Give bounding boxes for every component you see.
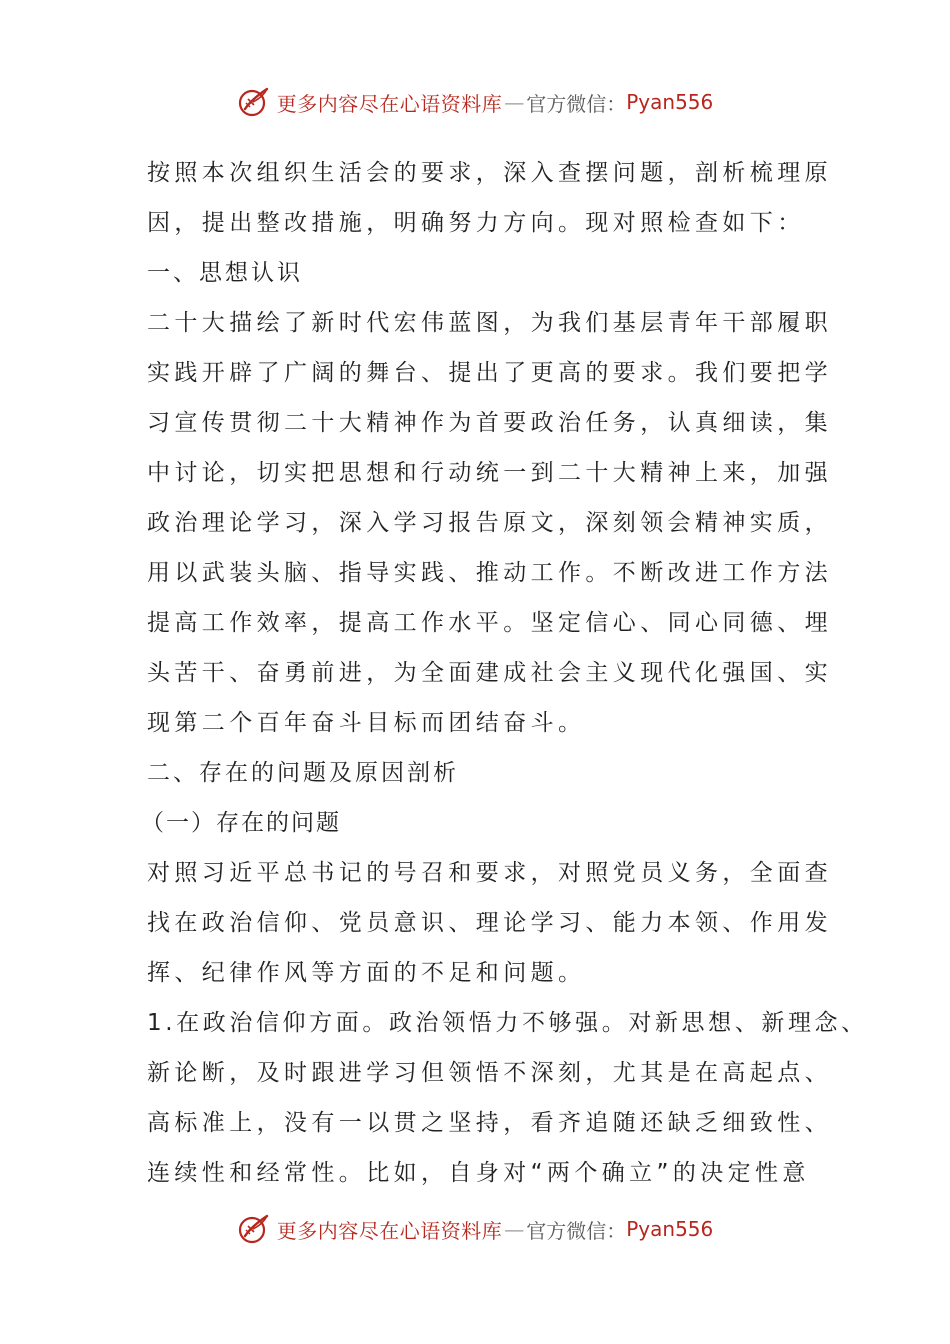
section-heading: 一、思想认识 bbox=[147, 260, 303, 286]
body-line: 头苦干、奋勇前进，为全面建成社会主义现代化强国、实 bbox=[147, 660, 832, 686]
body-line: 高标准上，没有一以贯之坚持，看齐追随还缺乏细致性、 bbox=[147, 1110, 832, 1136]
document-body bbox=[141, 148, 868, 1198]
quill-seal-icon bbox=[237, 85, 271, 119]
body-line: 新论断，及时跟进学习但领悟不深刻，尤其是在高起点、 bbox=[147, 1060, 832, 1086]
body-line: 用以武装头脑、指导实践、推动工作。不断改进工作方法 bbox=[147, 560, 832, 586]
body-line: 实践开辟了广阔的舞台、提出了更高的要求。我们要把学 bbox=[147, 360, 832, 386]
banner-official-label: 官方微信： bbox=[526, 1218, 627, 1243]
body-line: 习宣传贯彻二十大精神作为首要政治任务，认真细读，集 bbox=[147, 410, 832, 436]
body-line: 现第二个百年奋斗目标而团结奋斗。 bbox=[147, 710, 586, 736]
banner-brand-text: 更多内容尽在心语资料库 bbox=[276, 1218, 503, 1243]
body-line: 因，提出整改措施，明确努力方向。现对照检查如下： bbox=[147, 210, 805, 236]
body-line: 二十大描绘了新时代宏伟蓝图，为我们基层青年干部履职 bbox=[147, 310, 832, 336]
body-line: 提高工作效率，提高工作水平。坚定信心、同心同德、埋 bbox=[147, 610, 832, 636]
body-line: 中讨论，切实把思想和行动统一到二十大精神上来，加强 bbox=[147, 460, 832, 486]
body-line: 1.在政治信仰方面。政治领悟力不够强。对新思想、新理念、 bbox=[147, 1010, 868, 1036]
footer-watermark-banner bbox=[0, 1209, 950, 1249]
body-line: 找在政治信仰、党员意识、理论学习、能力本领、作用发 bbox=[147, 910, 832, 936]
banner-official-label: 官方微信： bbox=[526, 91, 627, 116]
header-watermark-banner bbox=[0, 82, 950, 122]
body-line: 政治理论学习，深入学习报告原文，深刻领会精神实质， bbox=[147, 510, 832, 536]
banner-wechat-id: Pyan556 bbox=[626, 90, 714, 114]
body-line: 按照本次组织生活会的要求，深入查摆问题，剖析梳理原 bbox=[147, 160, 832, 186]
banner-brand-text: 更多内容尽在心语资料库 bbox=[276, 91, 503, 116]
body-line: 对照习近平总书记的号召和要求，对照党员义务，全面查 bbox=[147, 860, 832, 886]
banner-dash: — bbox=[504, 90, 525, 114]
body-line: 连续性和经常性。比如，自身对“两个确立”的决定性意 bbox=[147, 1160, 810, 1186]
banner-wechat-id: Pyan556 bbox=[626, 1217, 714, 1241]
subsection-heading: （一）存在的问题 bbox=[141, 810, 341, 836]
section-heading: 二、存在的问题及原因剖析 bbox=[147, 760, 459, 786]
quill-seal-icon bbox=[237, 1212, 271, 1246]
banner-dash: — bbox=[504, 1217, 525, 1241]
body-line: 挥、纪律作风等方面的不足和问题。 bbox=[147, 960, 586, 986]
